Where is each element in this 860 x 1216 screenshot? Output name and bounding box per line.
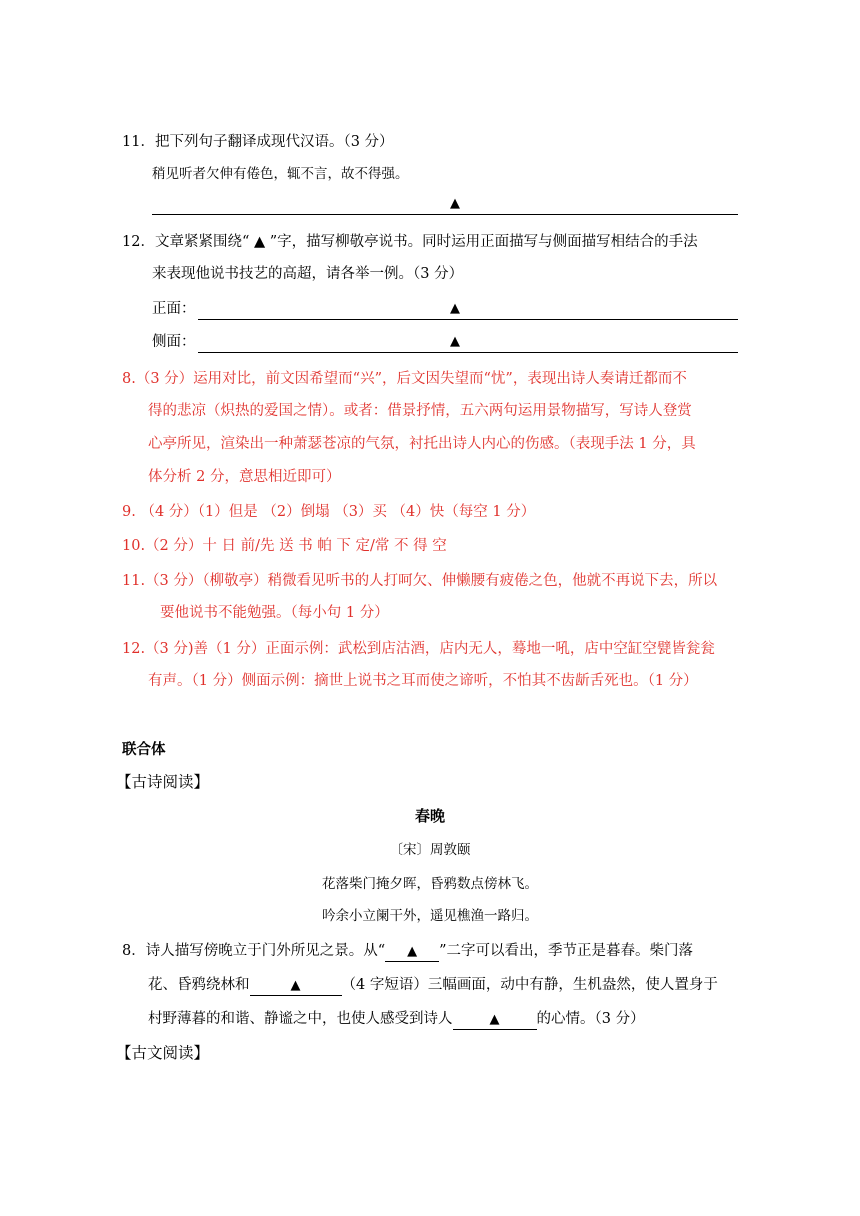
answer-9: 9. （4 分）（1）但是 （2）倒塌 （3）买 （4）快（每空 1 分）: [122, 504, 536, 520]
q8-blank-3: [453, 1010, 537, 1030]
answer-8-line4: 体分析 2 分，意思相近即可）: [148, 469, 341, 485]
q8-line3: [148, 1009, 645, 1030]
q8-line2-end: （4 字短语）三幅画面，动中有静，生机盎然，使人置身于: [341, 977, 718, 993]
q8-blank-1: [385, 942, 439, 962]
q11-sentence: 稍见听者欠伸有倦色，辄不言，故不得强。: [152, 166, 409, 182]
poem-author: 〔宋〕周敦颐: [389, 842, 471, 858]
answer-11-line2: 要他说书不能勉强。（每小句 1 分）: [160, 605, 389, 621]
poem-line-1: 花落柴门掩夕晖，昏鸦数点傍林飞。: [322, 876, 538, 892]
q12-front-answer-line: [198, 299, 738, 320]
triangle-marker-icon: ▲: [489, 1012, 500, 1027]
q12-front-label: 正面：: [152, 301, 196, 317]
poem-title: 春晚: [414, 807, 445, 825]
q12-side-label: 侧面：: [152, 334, 196, 350]
q12-line1: 12．文章紧紧围绕“ ▲ ”字，描写柳敬亭说书。同时运用正面描写与侧面描写相结合的手法: [122, 234, 698, 250]
q8-blank-2: [250, 976, 342, 996]
q8-line3-start: 村野薄暮的和谐、静谧之中，也使人感受到诗人: [148, 1011, 453, 1027]
triangle-marker-icon: ▲: [290, 978, 301, 993]
q8-line2: [148, 975, 718, 996]
answer-10: 10.（2 分）十 日 前/先 送 书 帕 下 定/常 不 得 空: [122, 538, 447, 554]
section-heading: 联合体: [122, 742, 166, 758]
q8-line1-end: ”二字可以看出，季节正是暮春。柴门落: [439, 943, 694, 959]
answer-8-line2: 得的悲凉（炽热的爱国之情）。或者：借景抒情，五六两句运用景物描写，写诗人登赏: [148, 403, 692, 419]
q12-side-answer-line: [198, 332, 738, 353]
poem-line-2: 吟余小立阑干外，遥见樵渔一路归。: [322, 908, 538, 924]
poem-reading-heading: 【古诗阅读】: [116, 773, 210, 791]
triangle-marker-icon: ▲: [450, 334, 460, 349]
answer-12-line2: 有声。（1 分）侧面示例：摘世上说书之耳而使之谛听，不怕其不齿龂舌死也。（1 分）: [148, 673, 698, 689]
q11-answer-line: [152, 194, 738, 215]
answer-8-line3: 心亭所见，渲染出一种萧瑟苍凉的气氛，衬托出诗人内心的伤感。（表现手法 1 分，具: [148, 436, 696, 452]
triangle-marker-icon: ▲: [407, 944, 418, 959]
q8-line1-start: 8．诗人描写傍晚立于门外所见之景。从“: [122, 943, 386, 959]
answer-11-line1: 11.（3 分）（柳敬亭）稍微看见听书的人打呵欠、伸懒腰有疲倦之色，他就不再说下去，所以: [122, 573, 718, 589]
triangle-marker-icon: ▲: [450, 196, 460, 211]
triangle-marker-icon: ▲: [450, 301, 460, 316]
prose-reading-heading: 【古文阅读】: [116, 1044, 210, 1062]
q12-line2: 来表现他说书技艺的高超，请各举一例。（3 分）: [152, 266, 464, 282]
q8-line1: [122, 941, 693, 962]
q8-line3-end: 的心情。（3 分）: [536, 1011, 645, 1027]
q11-stem: 11．把下列句子翻译成现代汉语。（3 分）: [122, 134, 394, 150]
answer-12-line1: 12.（3 分)善（1 分）正面示例：武松到店沽酒，店内无人，蓦地一吼，店中空缸空甓皆瓮瓮: [122, 641, 715, 657]
q8-line2-start: 花、昏鸦绕林和: [148, 977, 250, 993]
answer-8-line1: 8.（3 分）运用对比，前文因希望而“兴”，后文因失望而“忧”，表现出诗人奏请迁都而不: [122, 371, 687, 387]
